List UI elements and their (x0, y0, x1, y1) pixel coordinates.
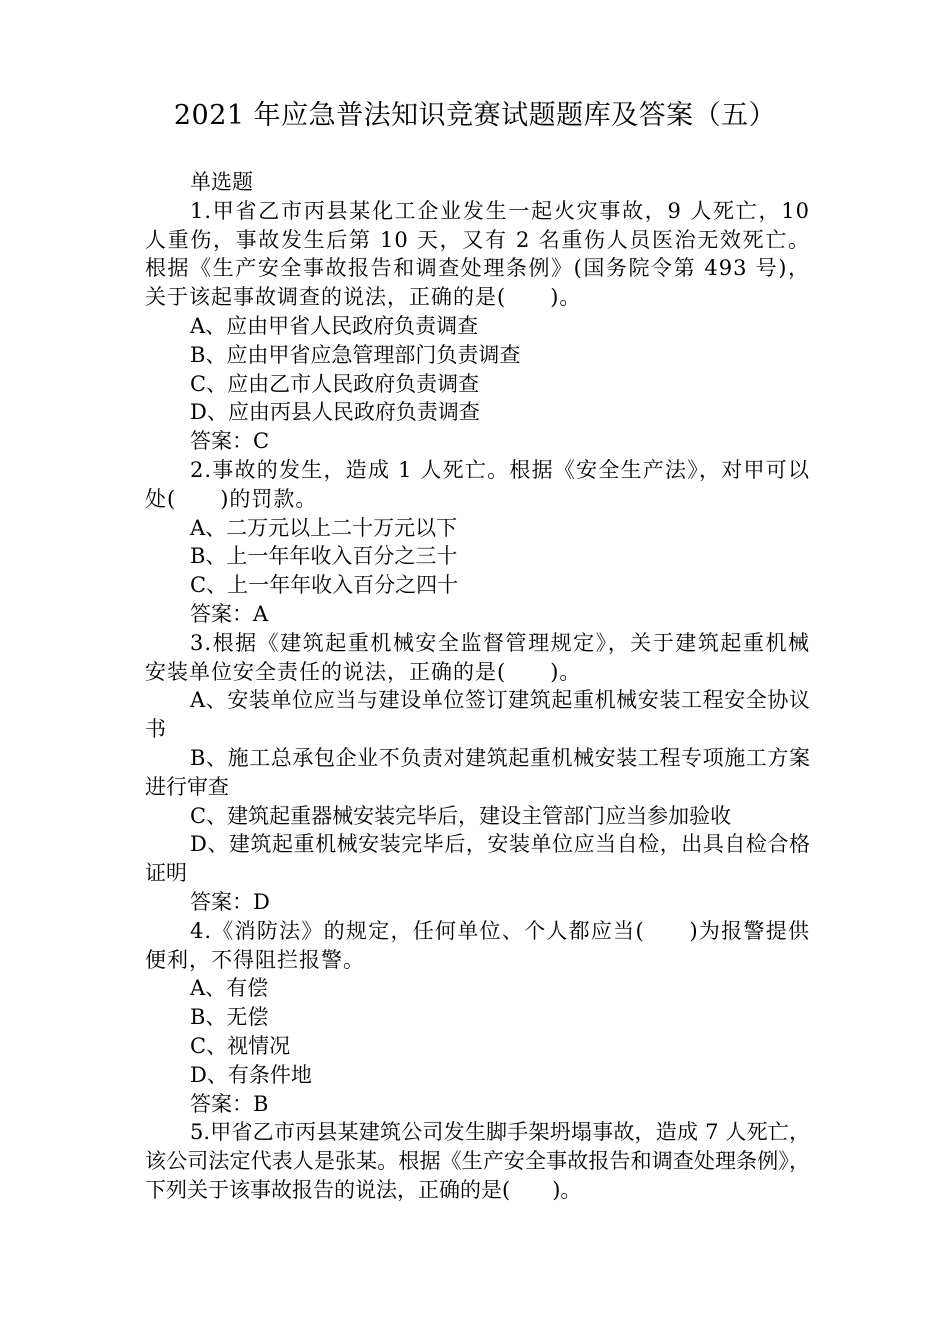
question-1-option-d: D、应由丙县人民政府负责调查 (190, 400, 480, 425)
question-4-stem: 4.《消防法》的规定，任何单位、个人都应当( )为报警提供便利，不得阻拦报警。 (145, 918, 810, 972)
question-3-option-b: B、施工总承包企业不负责对建筑起重机械安装工程专项施工方案进行审查 (145, 745, 810, 799)
question-2-option-b: B、上一年年收入百分之三十 (190, 544, 458, 569)
question-5-stem: 5.甲省乙市丙县某建筑公司发生脚手架坍塌事故，造成 7 人死亡，该公司法定代表人是张某。根据《生产安全事故报告和调查处理条例》，下列关于该事故报告的说法，正确的是( )。 (145, 1120, 810, 1202)
question-1-stem: 1.甲省乙市丙县某化工企业发生一起火灾事故，9 人死亡，10 人重伤，事故发生后第 10 天，又有 2 名重伤人员医治无效死亡。根据《生产安全事故报告和调查处理条例》(国务院令第 493 号)，关于该起事故调查的说法，正确的是( )。 (145, 198, 810, 310)
question-4-option-d: D、有条件地 (190, 1062, 312, 1087)
question-4-option-a: A、有偿 (190, 976, 269, 1001)
section-heading: 单选题 (190, 170, 253, 194)
document-body (145, 168, 810, 1205)
question-3-option-a: A、安装单位应当与建设单位签订建筑起重机械安装工程安全协议书 (145, 688, 810, 742)
question-1-option-b: B、应由甲省应急管理部门负责调查 (190, 342, 521, 367)
question-2-option-c: C、上一年年收入百分之四十 (190, 573, 459, 598)
question-2-option-a: A、二万元以上二十万元以下 (190, 515, 458, 540)
question-4-option-c: C、视情况 (190, 1033, 291, 1058)
question-4-option-b: B、无偿 (190, 1005, 269, 1030)
question-1-answer: 答案：C (190, 429, 270, 454)
question-1-option-c: C、应由乙市人民政府负责调查 (190, 371, 480, 396)
question-3-option-d: D、建筑起重机械安装完毕后，安装单位应当自检，出具自检合格证明 (145, 832, 810, 886)
question-3-stem: 3.根据《建筑起重机械安全监督管理规定》，关于建筑起重机械安装单位安全责任的说法，正确的是( )。 (145, 630, 810, 684)
question-2-stem: 2.事故的发生，造成 1 人死亡。根据《安全生产法》，对甲可以处( )的罚款。 (145, 457, 810, 511)
question-3-option-c: C、建筑起重器械安装完毕后，建设主管部门应当参加验收 (190, 803, 732, 828)
question-2-answer: 答案：A (190, 601, 269, 626)
question-4-answer: 答案：B (190, 1091, 269, 1116)
question-1-option-a: A、应由甲省人民政府负责调查 (190, 313, 479, 338)
page-title: 2021 年应急普法知识竞赛试题题库及答案（五） (173, 100, 777, 131)
question-3-answer: 答案：D (190, 889, 270, 914)
